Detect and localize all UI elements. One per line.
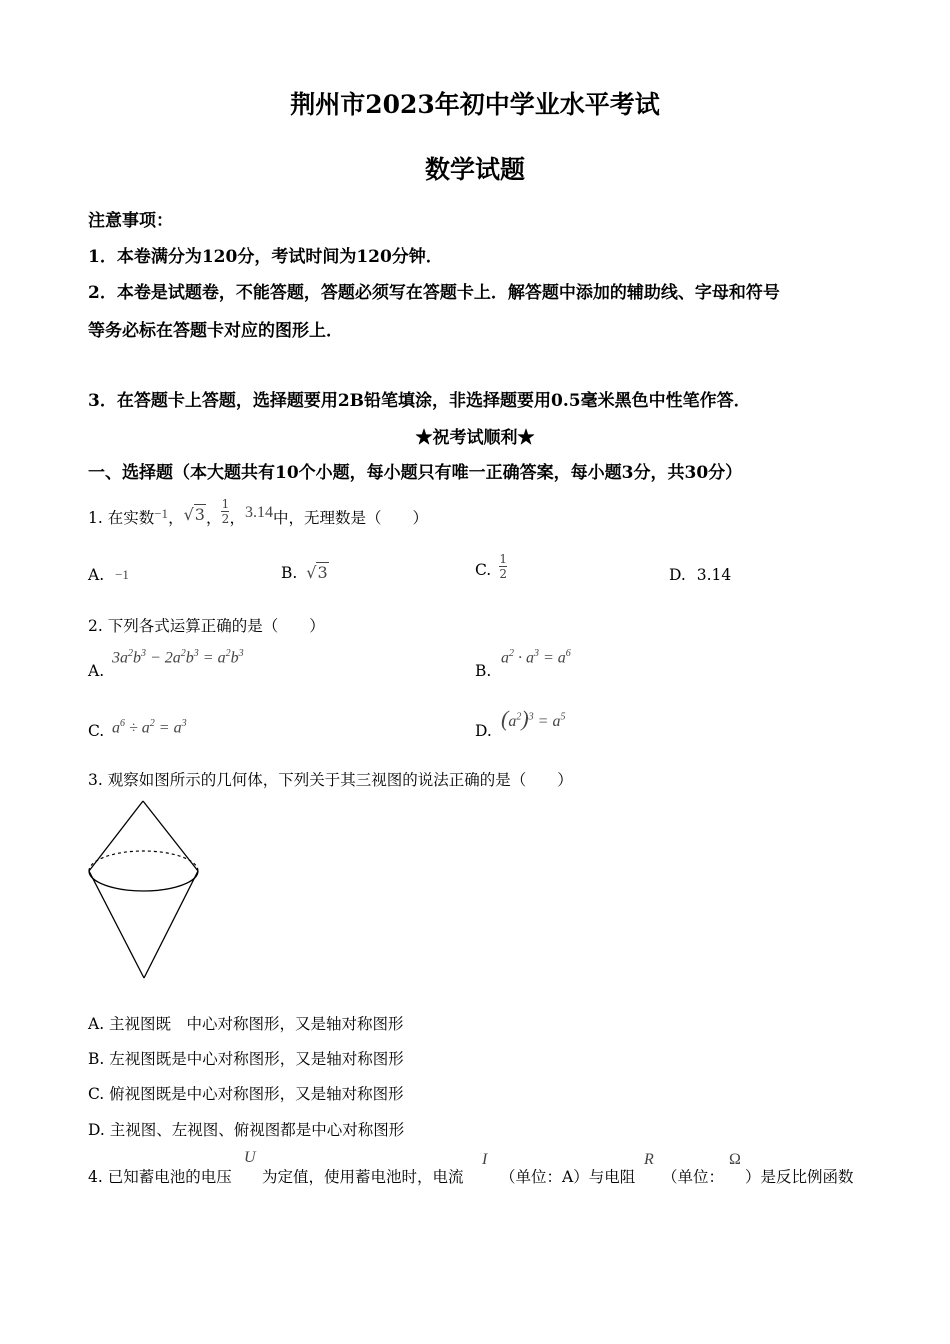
q3-option-a: A. 主视图既 中心对称图形，又是轴对称图形 [88, 1015, 404, 1033]
q1-option-b [281, 563, 329, 582]
cone-bottom-left-edge [89, 871, 144, 978]
q4-part-1: 4. 已知蓄电池的电压 [88, 1168, 232, 1186]
double-cone-figure [80, 795, 210, 985]
q2-option-b-label: B. [475, 662, 492, 680]
q1-frac-den: 2 [221, 511, 230, 526]
q3-option-c: C. 俯视图既是中心对称图形，又是轴对称图形 [88, 1085, 404, 1103]
q1-option-c-num: 1 [499, 552, 508, 566]
q3-option-d: D. 主视图、左视图、俯视图都是中心对称图形 [88, 1121, 405, 1139]
q4-ohm-symbol: Ω [729, 1151, 741, 1168]
q1-option-d [669, 566, 731, 584]
q1-option-a [88, 566, 129, 584]
q1-sep-2: ， [205, 509, 222, 527]
q1-option-c [475, 553, 507, 580]
cone-bottom-right-edge [144, 871, 198, 978]
q1-option-b-sqrt: √3 [306, 563, 328, 582]
notice-item-2-line2: 等务必标在答题卡对应的图形上． [88, 321, 343, 341]
q1-fraction [221, 498, 229, 525]
notice-item-3: 3．在答题卡上答题，选择题要用2B铅笔填涂，非选择题要用0.5毫米黑色中性笔作答． [88, 391, 751, 411]
page-subtitle: 数学试题 [424, 155, 525, 184]
question-3-stem: 3. 观察如图所示的几何体，下列关于其三视图的说法正确的是（ ） [88, 771, 573, 789]
q1-option-a-value: −1 [115, 567, 129, 582]
q1-frac-num: 1 [221, 496, 230, 511]
q2-option-d-label: D. [475, 722, 492, 740]
blessing: ★祝考试顺利★ [415, 428, 535, 448]
q1-sep-1: ， [168, 509, 184, 527]
q4-resistance-symbol: R [644, 1151, 654, 1168]
q1-option-d-value: 3.14 [696, 566, 732, 584]
q1-option-b-radicand: 3 [317, 563, 328, 582]
q4-part-2: 为定值，使用蓄电池时，电流 [262, 1168, 464, 1186]
notice-item-1: 1．本卷满分为120分，考试时间为120分钟． [88, 247, 443, 267]
q1-option-d-label: D. [669, 566, 686, 584]
q2-option-d-expr: $(a^2)^3 = a^5$ [501, 706, 566, 731]
q3-option-b: B. 左视图既是中心对称图形，又是轴对称图形 [88, 1050, 404, 1068]
q4-part-4: （单位： [662, 1168, 725, 1186]
q1-sqrt3: √3 [183, 504, 205, 524]
q4-part-5: ）是反比例函数 [745, 1168, 854, 1186]
section-heading: 一、选择题（本大题共有10个小题，每小题只有唯一正确答案，每小题3分，共30分） [88, 463, 743, 483]
q4-current-symbol: I [482, 1151, 488, 1168]
question-2-stem: 2. 下列各式运算正确的是（ ） [88, 617, 325, 635]
q1-prefix: 1. 在实数 [88, 509, 155, 527]
q1-suffix: 中，无理数是（ ） [273, 509, 429, 527]
notice-item-2-line1: 2．本卷是试题卷，不能答题，答题必须写在答题卡上．解答题中添加的辅助线、字母和符号 [88, 283, 780, 303]
q2-option-a-label: A. [88, 662, 105, 680]
cone-front-rim [89, 871, 198, 891]
cone-hidden-back-rim [89, 851, 198, 871]
q1-option-a-label: A. [88, 566, 105, 584]
q4-part-3: （单位：A）与电阻 [500, 1168, 636, 1186]
q1-value-neg1: −1 [154, 506, 169, 521]
q1-sqrt3-radicand: 3 [194, 504, 205, 524]
q2-option-c-expr: $a^6 \div a^2 = a^3$ [112, 718, 187, 737]
q2-option-b-expr: $a^2 \cdot a^3 = a^6$ [501, 648, 571, 667]
notice-heading: 注意事项： [88, 211, 173, 231]
q1-option-c-den: 2 [499, 567, 508, 581]
q1-option-b-label: B. [281, 564, 298, 582]
question-1-stem [88, 496, 429, 534]
q1-option-c-fraction [499, 553, 507, 580]
q1-sep-3: ， [229, 509, 245, 527]
q2-option-a-expr: $3a^2b^3 - 2a^2b^3 = a^2b^3$ [112, 648, 244, 667]
q2-option-c-label: C. [88, 722, 105, 740]
q4-voltage-symbol: U [244, 1149, 256, 1166]
q1-option-c-label: C. [475, 561, 492, 579]
page-title: 荆州市2023年初中学业水平考试 [290, 90, 660, 119]
q1-value-314: 3.14 [245, 504, 273, 521]
